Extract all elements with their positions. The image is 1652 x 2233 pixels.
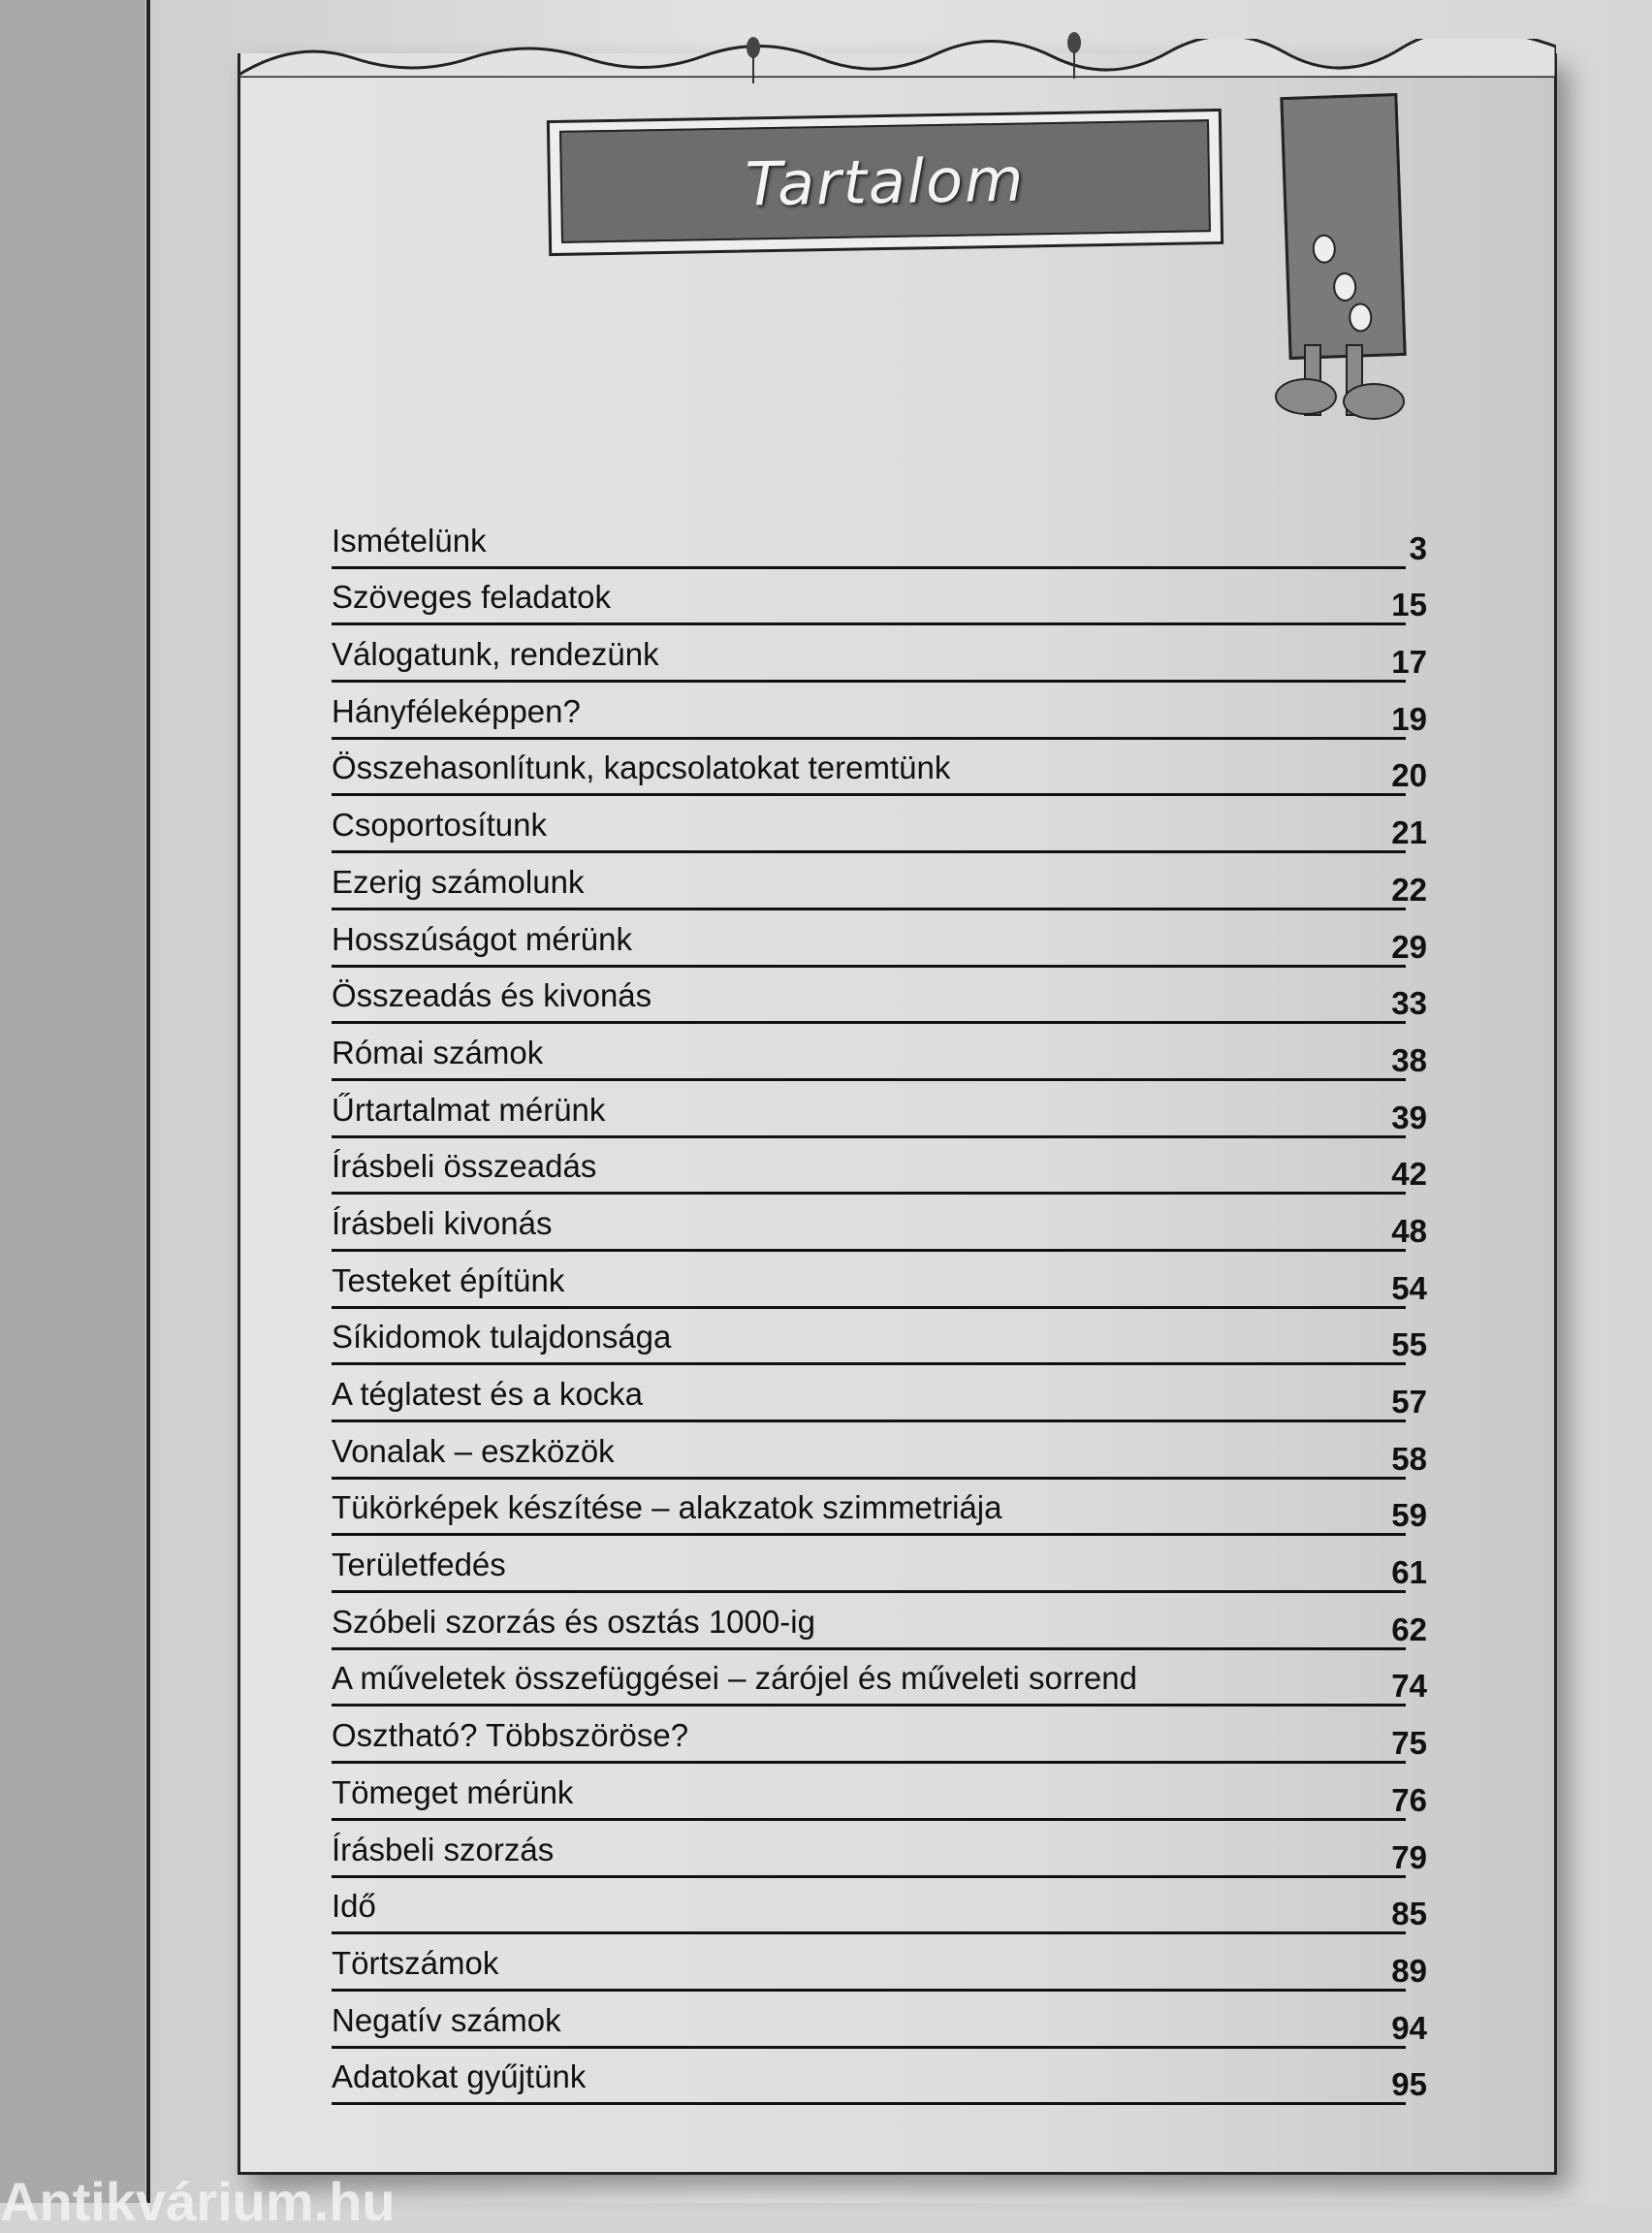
toc-entry-title: Római számok: [332, 1034, 544, 1070]
toc-entry: [332, 970, 1427, 1027]
paper-wavy-edge: [238, 39, 1556, 78]
toc-entry-rule: [332, 737, 1406, 740]
toc-entry-rule: [332, 1362, 1406, 1365]
toc-entry-title: Ezerig számolunk: [332, 863, 585, 900]
toc-entry-rule: [332, 680, 1406, 683]
page-title: Tartalom: [745, 143, 1026, 220]
toc-entry-rule: [332, 1647, 1406, 1650]
toc-entry-rule: [332, 793, 1406, 796]
toc-entry: [332, 742, 1427, 799]
toc-entry-rule: [332, 2102, 1406, 2105]
toc-entry-title: Osztható? Többszöröse?: [332, 1717, 689, 1754]
toc-entry-page: 95: [1391, 2066, 1427, 2103]
toc-entry-page: 76: [1391, 1781, 1427, 1818]
toc-entry: [332, 514, 1427, 571]
toc-entry: [332, 1026, 1427, 1083]
toc-entry-page: 79: [1391, 1838, 1427, 1875]
toc-entry-title: Síkidomok tulajdonsága: [332, 1319, 672, 1356]
toc-entry-page: 17: [1391, 644, 1427, 681]
toc-entry: [332, 1538, 1427, 1595]
toc-entry-rule: [332, 1078, 1406, 1081]
pin-icon: [1067, 32, 1081, 53]
toc-entry: [332, 1196, 1427, 1254]
toc-entry-page: 55: [1391, 1326, 1427, 1363]
toc-entry: [332, 1823, 1427, 1880]
toc-entry-title: Területfedés: [332, 1547, 506, 1583]
toc-entry: [332, 1254, 1427, 1311]
toc-entry: [332, 1936, 1427, 1994]
toc-entry-page: 94: [1391, 2009, 1427, 2046]
watermark: Antikvárium.hu: [0, 2171, 396, 2232]
toc-entry: [332, 1880, 1427, 1937]
toc-entry-page: 39: [1391, 1099, 1427, 1135]
toc-entry-rule: [332, 1477, 1406, 1480]
toc-entry-title: Összeadás és kivonás: [332, 977, 652, 1014]
toc-entry-rule: [332, 1704, 1406, 1707]
toc-entry-rule: [332, 1590, 1406, 1593]
toc-entry-title: Szóbeli szorzás és osztás 1000-ig: [332, 1603, 815, 1640]
toc-entry-rule: [332, 1761, 1406, 1764]
toc-entry-page: 62: [1391, 1611, 1427, 1647]
toc-entry-rule: [332, 1931, 1406, 1934]
toc-entry: [332, 1140, 1427, 1197]
toc-entry: [332, 1311, 1427, 1368]
toc-entry-title: Tömeget mérünk: [332, 1773, 574, 1810]
toc-entry-title: Negatív számok: [332, 2001, 561, 2038]
toc-entry-rule: [332, 1021, 1406, 1024]
toc-entry-page: 89: [1391, 1952, 1427, 1989]
pin-icon: [747, 37, 760, 58]
toc-entry-page: 74: [1391, 1668, 1427, 1705]
toc-entry-title: Idő: [332, 1888, 376, 1925]
toc-entry: [332, 855, 1427, 912]
toc-entry-rule: [332, 2046, 1406, 2049]
toc-entry-page: 54: [1391, 1269, 1427, 1306]
toc-entry: [332, 1083, 1427, 1140]
toc-entry: [332, 1424, 1427, 1482]
toc-entry-title: Írásbeli összeadás: [332, 1148, 597, 1185]
toc-entry-page: 61: [1391, 1554, 1427, 1591]
toc-entry-page: 75: [1391, 1725, 1427, 1762]
toc-entry-rule: [332, 965, 1406, 968]
toc-entry-page: 38: [1391, 1041, 1427, 1078]
table-of-contents: [332, 514, 1427, 2107]
toc-entry: [332, 1595, 1427, 1652]
toc-entry-rule: [332, 622, 1406, 625]
toc-entry-title: Válogatunk, rendezünk: [332, 636, 659, 673]
toc-entry-title: A téglatest és a kocka: [332, 1376, 644, 1412]
toc-entry-rule: [332, 1135, 1406, 1138]
toc-entry: [332, 1367, 1427, 1424]
toc-entry-page: 48: [1391, 1212, 1427, 1249]
toc-entry-page: 33: [1391, 985, 1427, 1022]
toc-entry-page: 29: [1391, 928, 1427, 965]
toc-entry-title: Testeket építünk: [332, 1261, 565, 1298]
toc-entry: [332, 1652, 1427, 1709]
toc-entry-page: 85: [1391, 1896, 1427, 1932]
toc-entry-rule: [332, 908, 1406, 910]
toc-entry-rule: [332, 1420, 1406, 1422]
toc-entry-title: Csoportosítunk: [332, 807, 547, 844]
toc-entry: [332, 2051, 1427, 2108]
toc-entry-page: 19: [1391, 700, 1427, 737]
toc-entry: [332, 1994, 1427, 2051]
toc-entry: [332, 1482, 1427, 1539]
toc-entry-rule: [332, 1192, 1406, 1195]
toc-entry-page: 57: [1391, 1384, 1427, 1420]
toc-entry-title: Törtszámok: [332, 1944, 499, 1981]
toc-entry-title: Ismételünk: [332, 522, 487, 558]
toc-entry-page: 3: [1409, 529, 1427, 566]
title-sign: [547, 109, 1223, 256]
toc-entry-rule: [332, 1989, 1406, 1992]
toc-entry-page: 21: [1391, 814, 1427, 851]
toc-entry-rule: [332, 1875, 1406, 1878]
toc-entry: [332, 685, 1427, 742]
toc-entry: [332, 1766, 1427, 1823]
toc-entry-rule: [332, 850, 1406, 853]
toc-entry-page: 59: [1391, 1497, 1427, 1534]
toc-entry-page: 20: [1391, 757, 1427, 794]
toc-entry-page: 42: [1391, 1156, 1427, 1193]
toc-entry: [332, 1708, 1427, 1766]
toc-entry-title: A műveletek összefüggései – zárójel és műveleti sorrend: [332, 1660, 1137, 1697]
toc-entry-rule: [332, 1249, 1406, 1252]
toc-entry-title: Szöveges feladatok: [332, 579, 612, 616]
toc-entry-rule: [332, 566, 1406, 569]
toc-entry-title: Vonalak – eszközök: [332, 1432, 615, 1469]
toc-entry-title: Hosszúságot mérünk: [332, 920, 632, 957]
toc-entry-page: 22: [1391, 871, 1427, 908]
toc-entry: [332, 627, 1427, 685]
toc-entry-title: Hányféleképpen?: [332, 692, 581, 729]
toc-entry: [332, 912, 1427, 970]
toc-entry-title: Írásbeli kivonás: [332, 1204, 553, 1241]
toc-entry-page: 58: [1391, 1440, 1427, 1477]
toc-entry-title: Adatokat gyűjtünk: [332, 2058, 587, 2095]
toc-entry-title: Tükörképek készítése – alakzatok szimmetriája: [332, 1489, 1002, 1526]
toc-entry-rule: [332, 1818, 1406, 1821]
toc-entry: [332, 571, 1427, 628]
toc-entry-rule: [332, 1533, 1406, 1536]
toc-entry-rule: [332, 1306, 1406, 1309]
toc-entry-title: Űrtartalmat mérünk: [332, 1091, 606, 1128]
book-edge: [0, 0, 145, 2203]
toc-entry-title: Összehasonlítunk, kapcsolatokat teremtünk: [332, 750, 951, 786]
toc-entry: [332, 798, 1427, 855]
toc-entry-page: 15: [1391, 587, 1427, 623]
toc-entry-title: Írásbeli szorzás: [332, 1831, 555, 1867]
